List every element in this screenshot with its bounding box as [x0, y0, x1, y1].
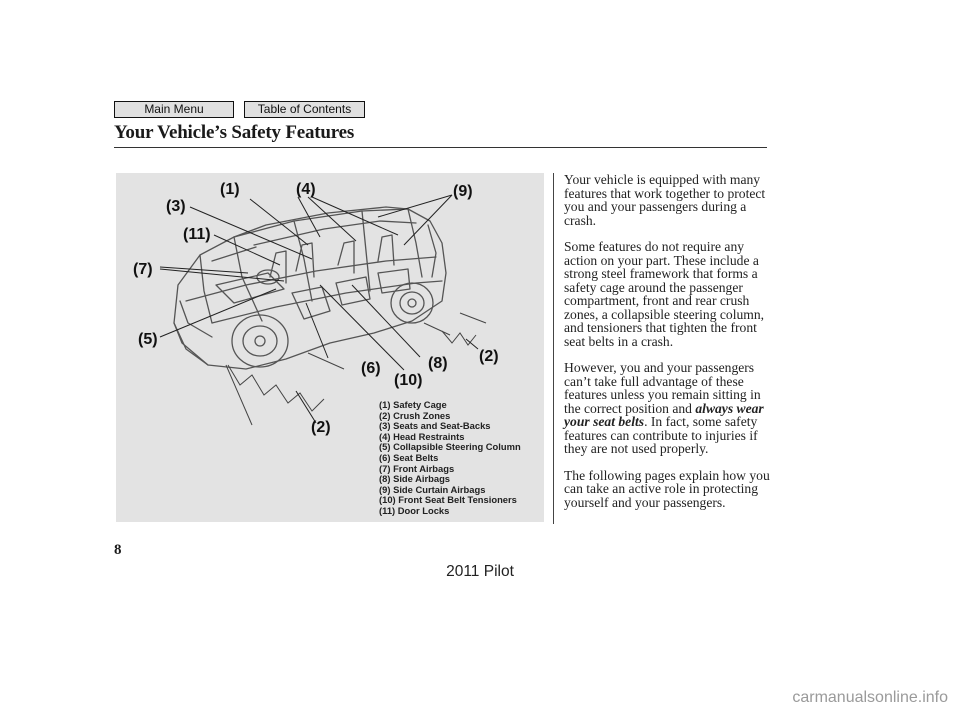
legend-item: (9) Side Curtain Airbags	[379, 483, 486, 495]
legend-item: (1) Safety Cage	[379, 399, 447, 410]
legend-item: (8) Side Airbags	[379, 473, 451, 485]
page-number: 8	[114, 542, 122, 558]
legend-item: (2) Crush Zones	[379, 409, 451, 421]
body-text	[564, 173, 774, 522]
callout-7: (7)	[133, 261, 153, 278]
callout-1: (1)	[220, 181, 240, 198]
legend-item: (6) Seat Belts	[379, 451, 439, 463]
paragraph-intro: Your vehicle is equipped with many features that work together to protect you and your passengers during a crash.	[564, 172, 766, 228]
legend-item: (11) Door Locks	[379, 504, 450, 516]
paragraph-passive-features: Some features do not require any action on your part. These include a strong steel framework that forms a safety cage around the passenger compartment, front and rear crush zones, a collapsible steering column, and tensioners that tighten the front seat belts in a crash.	[564, 239, 765, 349]
callout-2-rear: (2)	[479, 348, 499, 365]
footer-model: 2011 Pilot	[446, 563, 514, 580]
figure-legend	[379, 400, 521, 517]
watermark: carmanualsonline.info	[792, 689, 948, 706]
paragraph-seat-belts	[564, 361, 774, 456]
legend-item: (4) Head Restraints	[379, 430, 465, 442]
callout-8: (8)	[428, 355, 448, 372]
callout-4: (4)	[296, 181, 316, 198]
emphasis-always-wear-seat-belts: always wear your seat belts	[564, 400, 764, 429]
legend-item: (5) Collapsible Steering Column	[379, 441, 521, 453]
callout-3: (3)	[166, 198, 186, 215]
legend-item: (10) Front Seat Belt Tensioners	[379, 494, 517, 506]
callout-6: (6)	[361, 360, 381, 377]
callout-9: (9)	[453, 183, 473, 200]
section-title: Your Vehicle’s Safety Features	[114, 122, 355, 143]
main-menu-button[interactable]: Main Menu	[114, 101, 234, 118]
legend-item: (7) Front Airbags	[379, 462, 455, 474]
callout-5: (5)	[138, 331, 158, 348]
title-divider	[114, 147, 767, 148]
callout-2-front: (2)	[311, 419, 331, 436]
table-of-contents-button[interactable]: Table of Contents	[244, 101, 365, 118]
paragraph-following-pages: The following pages explain how you can take an active role in protecting yourself and your passengers.	[564, 467, 770, 510]
paragraph-text: . In fact, some safety features can contribute to injuries if they are not used properly.	[564, 414, 758, 456]
callout-11: (11)	[183, 226, 211, 243]
column-divider	[553, 173, 554, 524]
legend-item: (3) Seats and Seat-Backs	[379, 420, 491, 432]
callout-10: (10)	[394, 372, 423, 389]
paragraph-text: However, you and your passengers can’t take full advantage of these features unless you remain sitting in the correct position and	[564, 360, 761, 416]
